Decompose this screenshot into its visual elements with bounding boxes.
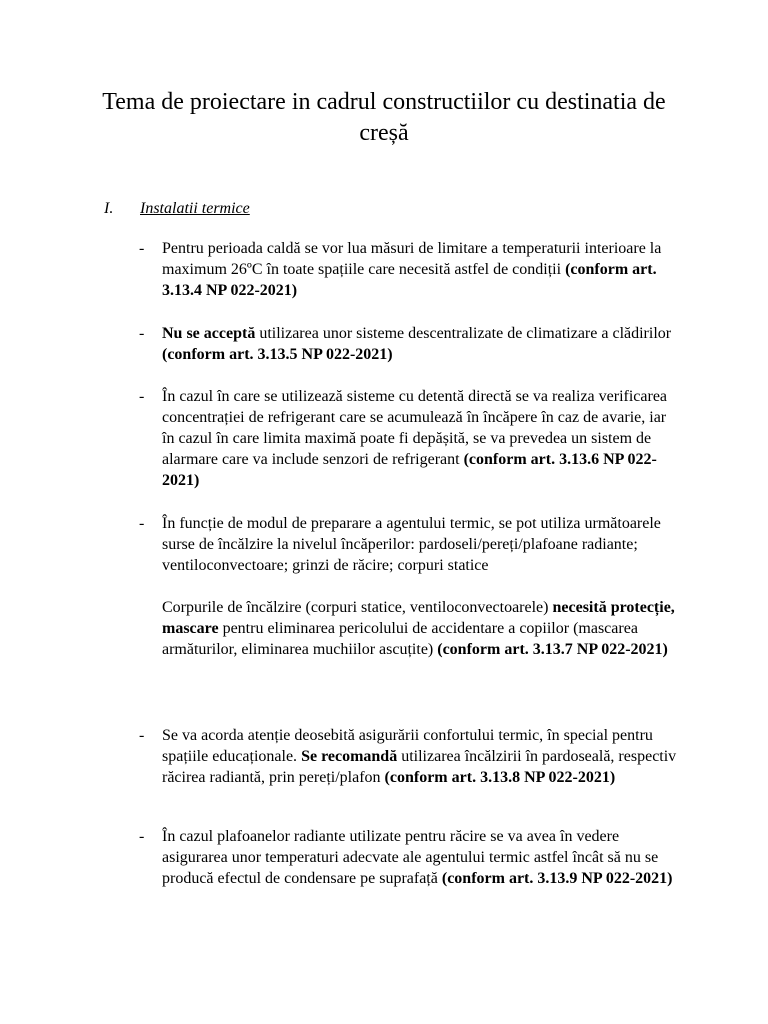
- list-item: [139, 323, 682, 365]
- list-bullet: -: [139, 828, 145, 845]
- list-item: [139, 238, 682, 301]
- document-title: Tema de proiectare in cadrul constructiilor cu destinatia de creșă: [102, 89, 666, 146]
- list-item-text: În funcție de modul de preparare a agentului termic, se pot utiliza următoarele surse de încălzire la nivelul încăperilor: pardoseli/pereți/plafoane radiante; ventiloconvectoare; grinzi de răcire; corpuri statice: [162, 515, 661, 574]
- list-item-continuation: Corpurile de încălzire (corpuri statice, ventiloconvectoarele) necesită protecție, mascare pentru eliminarea pericolului de accidentare a copiilor (mascarea armăturilor, eliminarea muchiilor ascuțite) (conform art. 3.13.7 NP 022-2021): [162, 599, 675, 658]
- list-item-text: În cazul în care se utilizează sisteme cu detentă directă se va realiza verificarea concentrației de refrigerant care se acumulează în încăpere în caz de avarie, iar în cazul în care limita maximă poate fi depășită, se va prevedea un sistem de alarmare care va include senzori de refrigerant (conform art. 3.13.6 NP 022-2021): [162, 388, 668, 489]
- list-item: [139, 826, 682, 889]
- list-item-text: Nu se acceptă utilizarea unor sisteme descentralizate de climatizare a clădirilor (conform art. 3.13.5 NP 022-2021): [162, 325, 672, 363]
- list-item: [139, 513, 682, 660]
- list-item: [139, 386, 682, 491]
- section-name: Instalatii termice: [140, 200, 250, 217]
- list-bullet: -: [139, 515, 145, 532]
- list-bullet: -: [139, 388, 145, 405]
- list-item: [139, 725, 682, 788]
- list-item-text: În cazul plafoanelor radiante utilizate pentru răcire se va avea în vedere asigurarea unor temperaturi adecvate ale agentului termic astfel încât să nu se producă efectul de condensare pe suprafață (conform art. 3.13.9 NP 022-2021): [162, 828, 673, 887]
- list-bullet: -: [139, 727, 145, 744]
- section-heading: [104, 198, 250, 219]
- list-item-text: Se va acorda atenție deosebită asigurării confortului termic, în special pentru spațiile educaționale. Se recomandă utilizarea încălzirii în pardoseală, respectiv răcirea radiantă, prin pereți/plafon (conform art. 3.13.8 NP 022-2021): [162, 727, 677, 786]
- section-numeral: I.: [104, 200, 114, 217]
- list-item-text: Pentru perioada caldă se vor lua măsuri de limitare a temperaturii interioare la maximum 26ºC în toate spațiile care necesită astfel de condiții (conform art. 3.13.4 NP 022-2021): [162, 240, 662, 299]
- list-bullet: -: [139, 325, 145, 342]
- list-bullet: -: [139, 240, 145, 257]
